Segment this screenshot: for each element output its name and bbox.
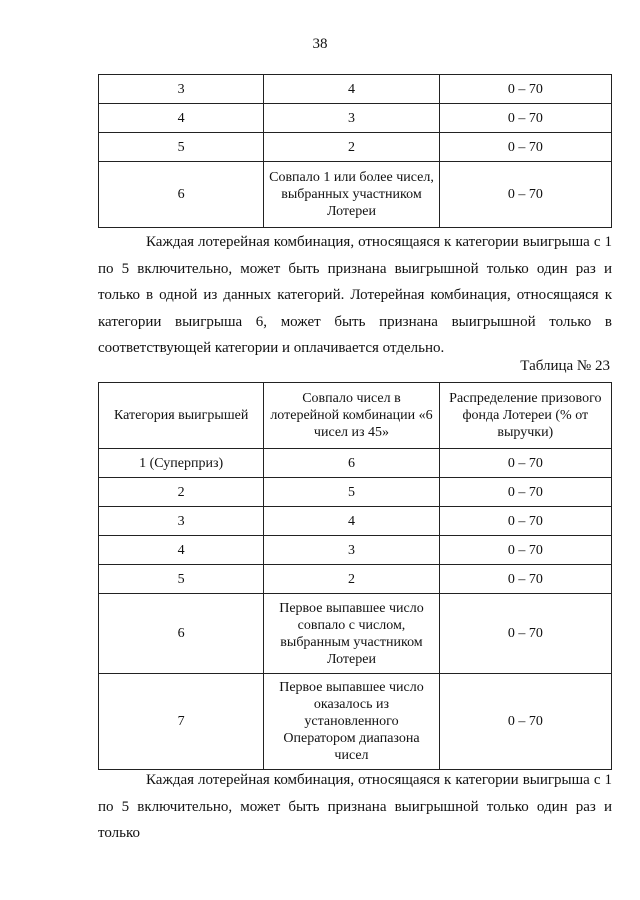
table-row	[99, 594, 612, 674]
table-cell: 0 – 70	[439, 536, 611, 565]
table-cell: 5	[264, 478, 439, 507]
table-header-cell: Распределение призового фонда Лотереи (% от выручки)	[439, 383, 611, 449]
table-header-cell: Совпало чисел в лотерейной комбинации «6 чисел из 45»	[264, 383, 439, 449]
table-cell: 7	[99, 674, 264, 770]
table-cell: 0 – 70	[439, 594, 611, 674]
table-cell: 0 – 70	[439, 133, 611, 162]
table-row	[99, 565, 612, 594]
table-cell: 0 – 70	[439, 449, 611, 478]
table-row	[99, 507, 612, 536]
table-cell: Первое выпавшее число оказалось из установленного Оператором диапазона чисел	[264, 674, 439, 770]
table-cell: 2	[264, 133, 439, 162]
table-cell: 3	[264, 104, 439, 133]
table-cell: 0 – 70	[439, 478, 611, 507]
table-row	[99, 133, 612, 162]
table-cell: 0 – 70	[439, 162, 611, 228]
table-cell: 2	[99, 478, 264, 507]
table-cell: 0 – 70	[439, 75, 611, 104]
table-cell: 4	[264, 75, 439, 104]
table-row	[99, 75, 612, 104]
table-caption: Таблица № 23	[520, 358, 610, 374]
table-cell: 5	[99, 565, 264, 594]
table-cell: 6	[264, 449, 439, 478]
table-cell: Совпало 1 или более чисел, выбранных участником Лотереи	[264, 162, 439, 228]
table-row	[99, 104, 612, 133]
prize-table-23	[98, 382, 612, 770]
table-row	[99, 478, 612, 507]
prize-table-continued	[98, 74, 612, 228]
table-cell: 0 – 70	[439, 507, 611, 536]
table-header-cell: Категория выигрышей	[99, 383, 264, 449]
table-cell: 3	[99, 75, 264, 104]
table-row	[99, 674, 612, 770]
table-cell: 0 – 70	[439, 674, 611, 770]
table-row	[99, 449, 612, 478]
table-cell: 3	[264, 536, 439, 565]
table-cell: 4	[99, 104, 264, 133]
table-row	[99, 162, 612, 228]
table-cell: 6	[99, 162, 264, 228]
table-cell: 6	[99, 594, 264, 674]
table-cell: 3	[99, 507, 264, 536]
table-cell: 1 (Суперприз)	[99, 449, 264, 478]
table-cell: 0 – 70	[439, 565, 611, 594]
table-cell: 5	[99, 133, 264, 162]
table-cell: 0 – 70	[439, 104, 611, 133]
table-cell: Первое выпавшее число совпало с числом, выбранным участником Лотереи	[264, 594, 439, 674]
table-cell: 4	[264, 507, 439, 536]
body-paragraph: Каждая лотерейная комбинация, относящаяся к категории выигрыша с 1 по 5 включительно, может быть признана выигрышной только один раз и только в одной из данных категорий. Лотерейная комбинация, относящаяся к категории выигрыша 6, может быть признана выигрышной только в соответствующей категории и оплачивается отдельно.	[98, 234, 612, 356]
table-header-row	[99, 383, 612, 449]
page-number: 38	[312, 36, 328, 52]
table-cell: 2	[264, 565, 439, 594]
table-row	[99, 536, 612, 565]
table-cell: 4	[99, 536, 264, 565]
body-paragraph: Каждая лотерейная комбинация, относящаяся к категории выигрыша с 1 по 5 включительно, может быть признана выигрышной только один раз и только	[98, 772, 612, 841]
